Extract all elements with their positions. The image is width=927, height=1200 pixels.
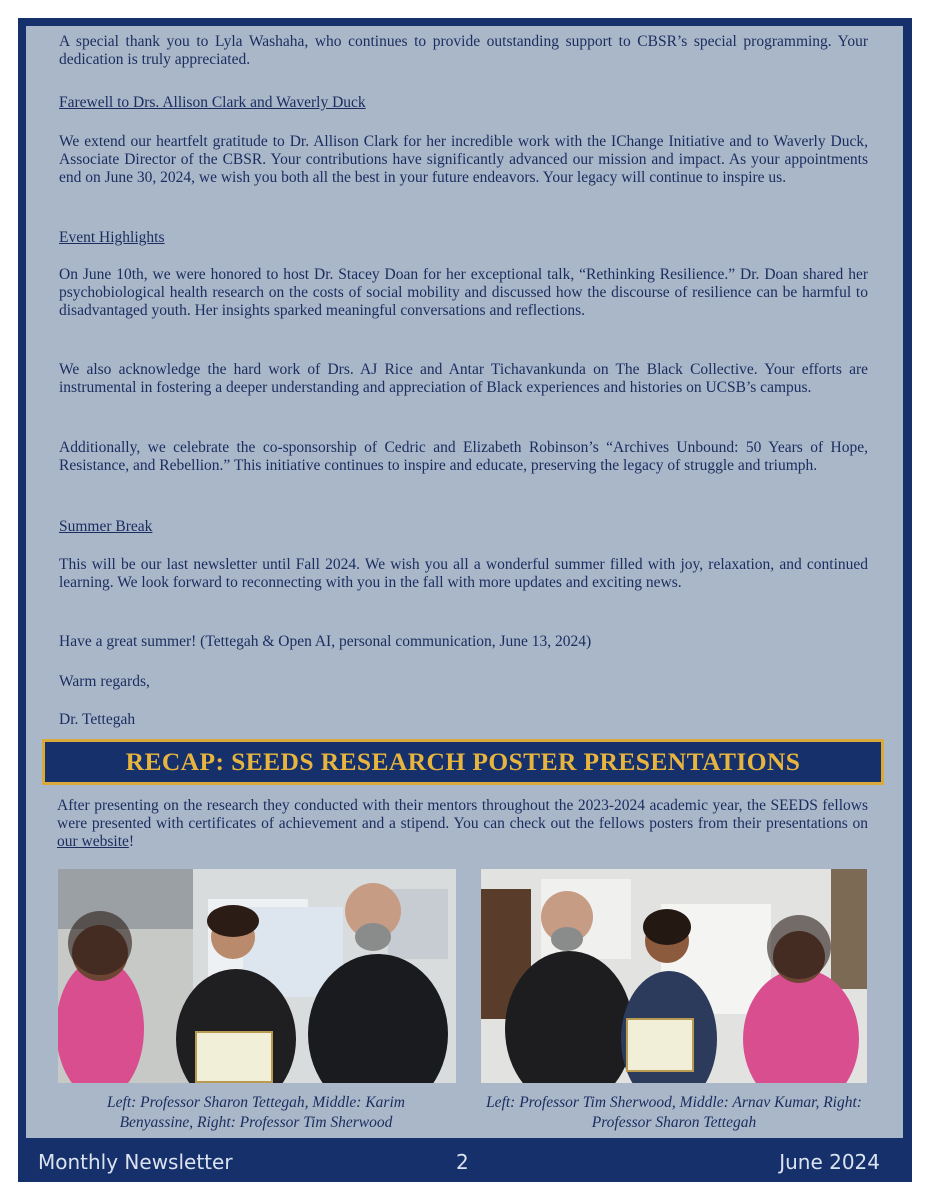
summer-heading: Summer Break bbox=[59, 518, 153, 535]
regards-line: Warm regards, bbox=[59, 673, 150, 690]
recap-intro-end: ! bbox=[128, 833, 135, 851]
footer-date: June 2024 bbox=[779, 1150, 880, 1174]
event-doan-paragraph: On June 10th, we were honored to host Dr. Stacey Doan for her exceptional talk, “Rethinking Resilience.” Dr. Doan shared her psychobiological health research on the costs of social mobility and discussed how the discourse of resilience can be harmful to disadvantaged youth. Her insights sparked meaningful conversations and reflections. bbox=[59, 266, 868, 320]
recap-banner bbox=[42, 739, 884, 785]
photo-1-illustration bbox=[58, 869, 456, 1083]
great-summer-line: Have a great summer! (Tettegah & Open AI, personal communication, June 13, 2024) bbox=[59, 633, 592, 650]
photo-2-caption: Left: Professor Tim Sherwood, Middle: Arnav Kumar, Right: Professor Sharon Tettegah bbox=[486, 1094, 862, 1131]
summer-paragraph: This will be our last newsletter until Fall 2024. We wish you all a wonderful summer filled with joy, relaxation, and continued learning. We look forward to reconnecting with you in the fall with more updates and exciting news. bbox=[59, 556, 868, 592]
page-footer bbox=[18, 1142, 912, 1182]
footer-title: Monthly Newsletter bbox=[38, 1150, 233, 1174]
signature-line: Dr. Tettegah bbox=[59, 711, 136, 728]
recap-title: RECAP: SEEDS RESEARCH POSTER PRESENTATIONS bbox=[125, 747, 801, 776]
recap-intro-text: After presenting on the research they conducted with their mentors throughout the 2023-2024 academic year, the SEEDS fellows were presented with certificates of achievement and a stipend. You can check out the fellows posters from their presentations on bbox=[57, 797, 868, 833]
event-black-collective-paragraph: We also acknowledge the hard work of Drs. AJ Rice and Antar Tichavankunda on The Black Collective. Your efforts are instrumental in fostering a deeper understanding and appreciation of Black experiences and histories on UCSB’s campus. bbox=[59, 361, 868, 397]
recap-intro bbox=[57, 797, 868, 852]
page-number: 2 bbox=[456, 1150, 469, 1174]
photo-karim-presentation bbox=[58, 869, 456, 1083]
events-heading: Event Highlights bbox=[59, 229, 165, 246]
photo-2-illustration bbox=[481, 869, 867, 1083]
event-archives-paragraph: Additionally, we celebrate the co-sponsorship of Cedric and Elizabeth Robinson’s “Archives Unbound: 50 Years of Hope, Resistance, and Rebellion.” This initiative continues to inspire and educate, preserving the legacy of struggle and triumph. bbox=[59, 439, 868, 475]
website-link[interactable]: our website bbox=[57, 833, 129, 851]
photo-arnav-presentation bbox=[481, 869, 867, 1083]
farewell-paragraph: We extend our heartfelt gratitude to Dr. Allison Clark for her incredible work with the IChange Initiative and to Waverly Duck, Associate Director of the CBSR. Your contributions have significantly advanced our mission and impact. As your appointments end on June 30, 2024, we wish you both all the best in your future endeavors. Your legacy will continue to inspire us. bbox=[59, 133, 868, 187]
thanks-paragraph: A special thank you to Lyla Washaha, who continues to provide outstanding support to CBSR’s special programming. Your dedication is truly appreciated. bbox=[59, 33, 868, 69]
photo-1-caption: Left: Professor Sharon Tettegah, Middle: Karim Benyassine, Right: Professor Tim Sherwood bbox=[107, 1094, 405, 1131]
farewell-heading: Farewell to Drs. Allison Clark and Waverly Duck bbox=[59, 94, 366, 111]
